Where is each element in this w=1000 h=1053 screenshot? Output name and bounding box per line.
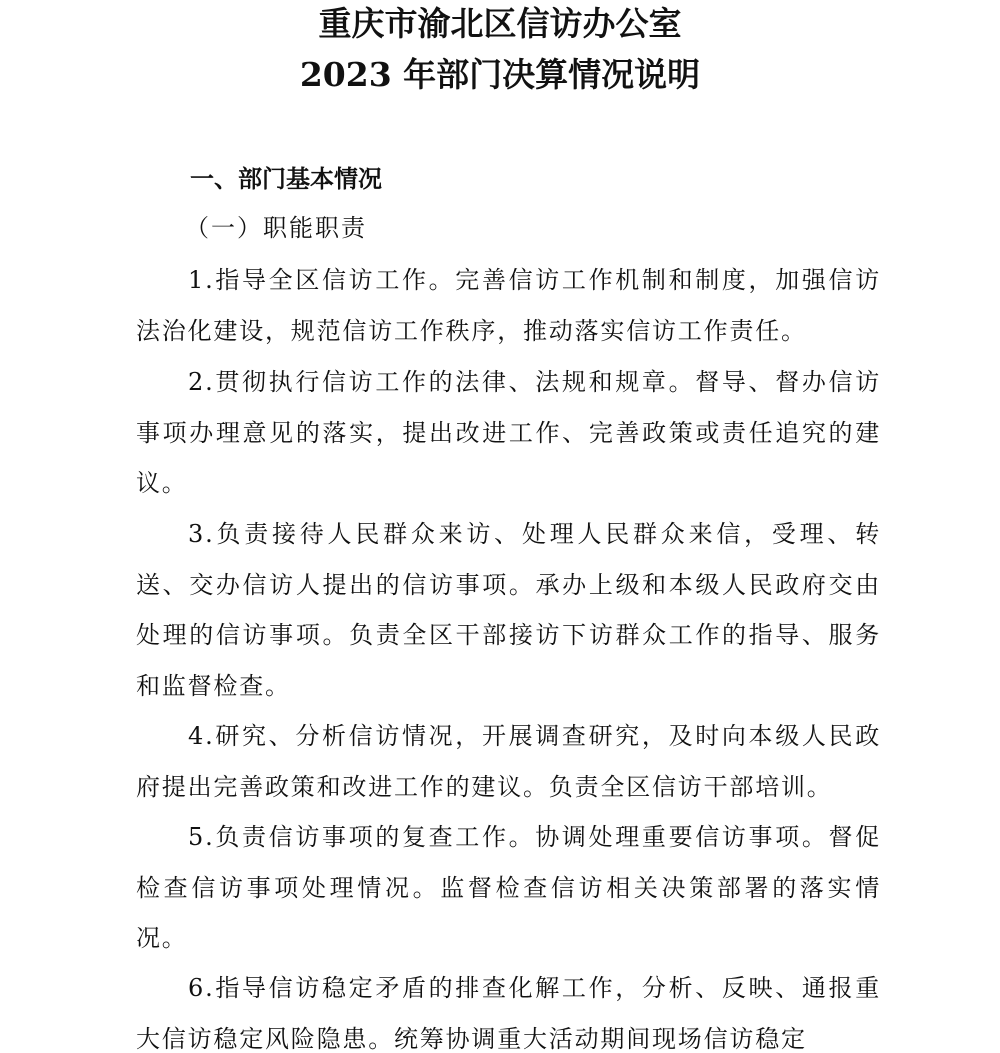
paragraph-4: 4.研究、分析信访情况，开展调查研究，及时向本级人民政府提出完善政策和改进工作的建议。负责全区信访干部培训。 <box>136 722 881 801</box>
paragraph-1: 1.指导全区信访工作。完善信访工作机制和制度，加强信访法治化建设，规范信访工作秩序，推动落实信访工作责任。 <box>136 266 881 345</box>
paragraph-5: 5.负责信访事项的复查工作。协调处理重要信访事项。督促检查信访事项处理情况。监督检查信访相关决策部署的落实情况。 <box>136 823 881 952</box>
document-title-line2: 2023 年部门决算情况说明 <box>299 55 701 94</box>
paragraph-2: 2.贯彻执行信访工作的法律、法规和规章。督导、督办信访事项办理意见的落实，提出改进工作、完善政策或责任追究的建议。 <box>136 368 881 497</box>
document-title-line1: 重庆市渝北区信访办公室 <box>318 4 682 43</box>
section-heading: 一、部门基本情况 <box>190 165 382 193</box>
subsection-heading: （一）职能职责 <box>185 214 367 242</box>
paragraph-3: 3.负责接待人民群众来访、处理人民群众来信，受理、转送、交办信访人提出的信访事项。承办上级和本级人民政府交由处理的信访事项。负责全区干部接访下访群众工作的指导、服务和监督检查。 <box>136 520 881 700</box>
paragraph-6: 6.指导信访稳定矛盾的排查化解工作，分析、反映、通报重大信访稳定风险隐患。统筹协调重大活动期间现场信访稳定 <box>136 974 881 1053</box>
